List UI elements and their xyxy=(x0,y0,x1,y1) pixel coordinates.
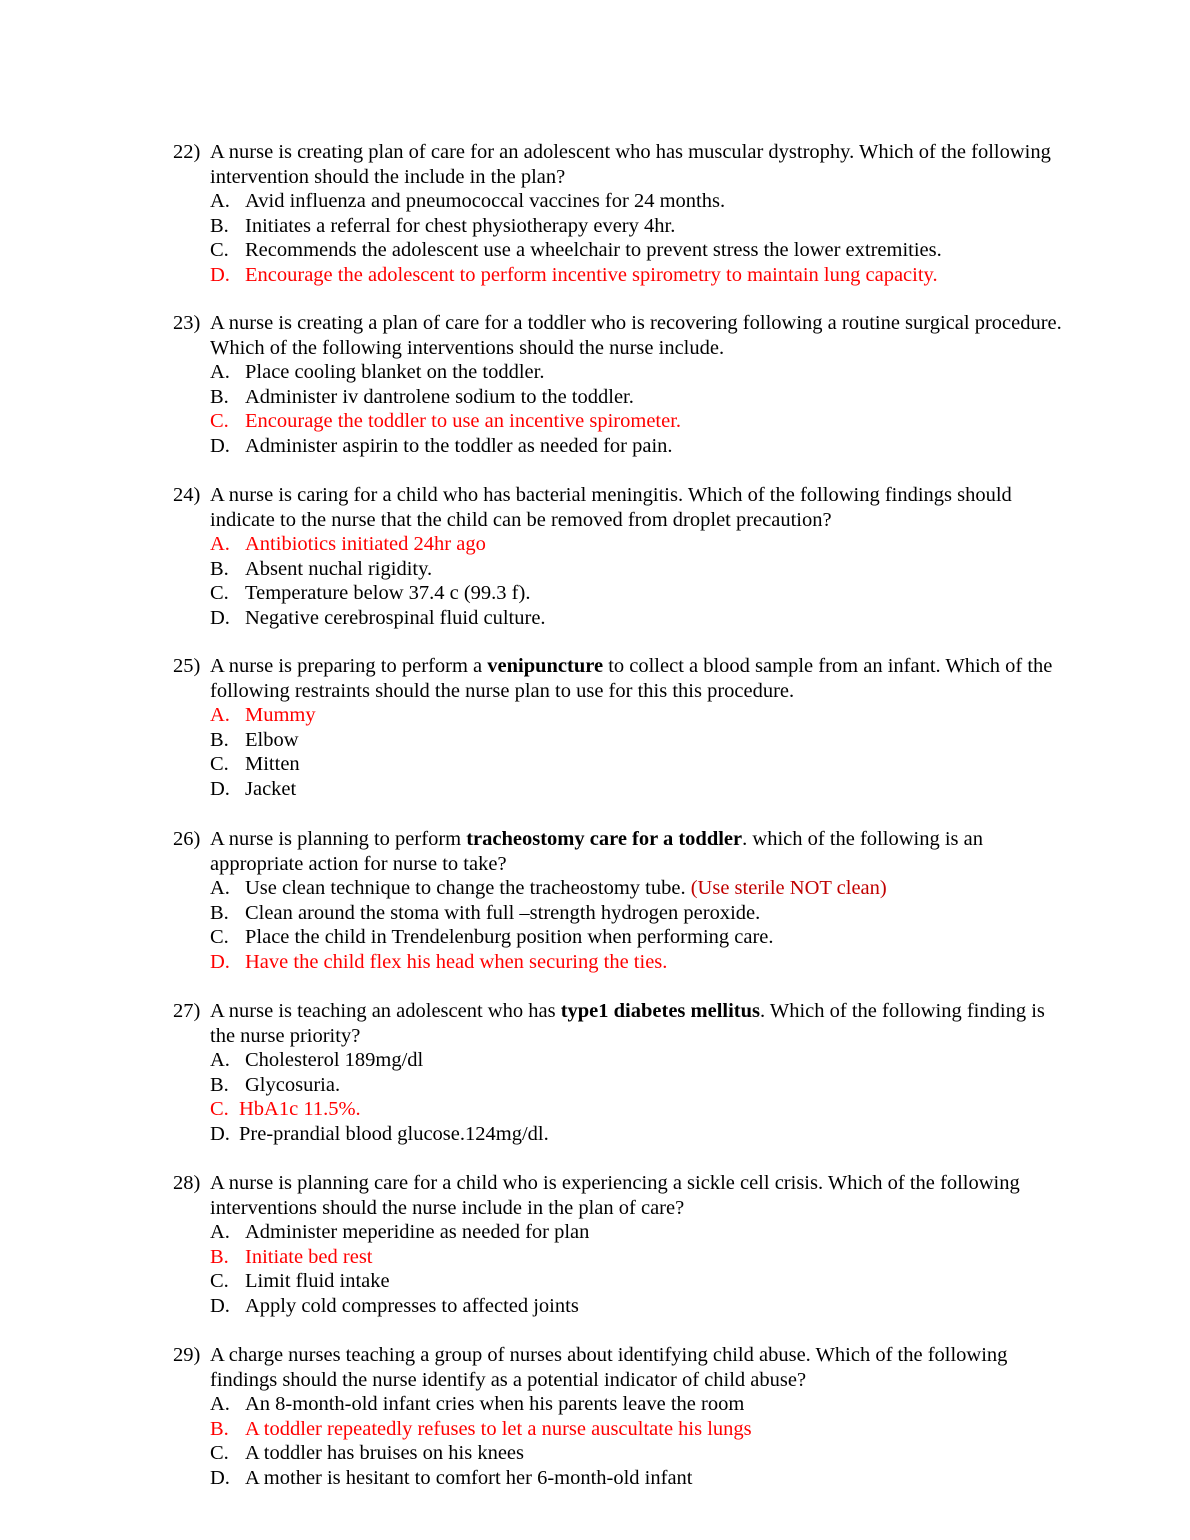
question-number: 26) xyxy=(173,828,201,850)
option-d xyxy=(210,434,1073,459)
question-24 xyxy=(173,483,1073,631)
option-letter: B. xyxy=(210,901,229,924)
option-text: Mitten xyxy=(245,753,300,776)
option-letter: A. xyxy=(210,1393,230,1416)
question-28 xyxy=(173,1171,1073,1319)
option-letter: A. xyxy=(210,361,230,384)
option-letter: D. xyxy=(210,606,230,629)
option-text: Negative cerebrospinal fluid culture. xyxy=(245,606,546,629)
option-d-correct xyxy=(210,950,1073,975)
options-list xyxy=(173,1392,1073,1490)
option-text: A toddler has bruises on his knees xyxy=(245,1442,524,1465)
option-text: Temperature below 37.4 c (99.3 f). xyxy=(245,582,531,605)
option-b xyxy=(210,385,1073,410)
option-text: Apply cold compresses to affected joints xyxy=(245,1294,579,1317)
option-b xyxy=(210,728,1073,753)
option-text: Administer iv dantrolene sodium to the toddler. xyxy=(245,385,634,408)
option-b xyxy=(210,1073,1073,1098)
option-b-correct xyxy=(210,1245,1073,1270)
option-c xyxy=(210,925,1073,950)
option-letter: B. xyxy=(210,728,229,751)
option-text: Place cooling blanket on the toddler. xyxy=(245,361,545,384)
option-b xyxy=(210,214,1073,239)
option-text: A toddler repeatedly refuses to let a nurse auscultate his lungs xyxy=(245,1417,752,1440)
question-25 xyxy=(173,654,1073,802)
question-stem xyxy=(173,1171,1073,1220)
stem-text: A nurse is preparing to perform a xyxy=(210,655,488,677)
option-letter: B. xyxy=(210,557,229,580)
option-letter: A. xyxy=(210,190,230,213)
question-stem xyxy=(173,827,1073,876)
option-c xyxy=(210,581,1073,606)
stem-bold-term: venipuncture xyxy=(487,655,604,677)
question-number: 28) xyxy=(173,1172,201,1194)
option-c-correct xyxy=(210,409,1073,434)
question-stem xyxy=(173,140,1073,189)
option-letter: A. xyxy=(210,704,230,727)
stem-text: . which of the following is an appropriate action for nurse to take? xyxy=(210,828,983,875)
option-d xyxy=(210,1122,1073,1147)
option-letter: D. xyxy=(210,1294,230,1317)
question-number: 25) xyxy=(173,655,201,677)
option-text: Mummy xyxy=(245,704,316,727)
question-number: 23) xyxy=(173,312,201,334)
question-stem xyxy=(173,999,1073,1048)
option-text: A mother is hesitant to comfort her 6-month-old infant xyxy=(245,1466,693,1489)
option-text: Glycosuria. xyxy=(245,1073,341,1096)
stem-text: A nurse is teaching an adolescent who has xyxy=(210,1000,561,1022)
option-letter: B. xyxy=(210,1417,229,1440)
option-text: An 8-month-old infant cries when his parents leave the room xyxy=(245,1393,745,1416)
option-letter: C. xyxy=(210,410,229,433)
option-letter: C. xyxy=(210,582,229,605)
option-text: Initiate bed rest xyxy=(245,1245,373,1268)
option-letter: C. xyxy=(210,239,229,262)
option-c-correct xyxy=(210,1097,1073,1122)
option-letter: D. xyxy=(210,263,230,286)
option-letter: C. xyxy=(210,1442,229,1465)
option-letter: A. xyxy=(210,1221,230,1244)
stem-text: A charge nurses teaching a group of nurses about identifying child abuse. Which of the following findings should the nurse identify as a potential indicator of child abuse? xyxy=(210,1344,1008,1391)
option-note: (Use sterile NOT clean) xyxy=(690,877,887,900)
option-letter: B. xyxy=(210,385,229,408)
option-text: Have the child flex his head when securing the ties. xyxy=(245,950,668,973)
option-letter: C. xyxy=(210,1270,229,1293)
option-d xyxy=(210,777,1073,802)
question-stem xyxy=(173,311,1073,360)
option-b-correct xyxy=(210,1417,1073,1442)
options-list xyxy=(173,532,1073,630)
options-list xyxy=(173,703,1073,801)
option-text: Use clean technique to change the tracheostomy tube. xyxy=(245,877,691,900)
option-letter: A. xyxy=(210,1049,230,1072)
option-a xyxy=(210,1392,1073,1417)
options-list xyxy=(173,876,1073,974)
question-22 xyxy=(173,140,1073,288)
option-a-correct xyxy=(210,532,1073,557)
stem-text: . Which of the following finding is the nurse priority? xyxy=(210,1000,1045,1047)
option-text: Avid influenza and pneumococcal vaccines for 24 months. xyxy=(245,190,726,213)
option-letter: D. xyxy=(210,950,230,973)
option-letter: C. xyxy=(210,926,229,949)
option-letter: C. xyxy=(210,1098,229,1121)
option-text: Cholesterol 189mg/dl xyxy=(245,1049,424,1072)
option-d xyxy=(210,1466,1073,1491)
options-list xyxy=(173,1048,1073,1146)
question-stem xyxy=(173,1343,1073,1392)
option-a xyxy=(210,1048,1073,1073)
question-29 xyxy=(173,1343,1073,1491)
options-list xyxy=(173,1220,1073,1318)
option-letter: C. xyxy=(210,753,229,776)
question-27 xyxy=(173,999,1073,1147)
option-a-correct xyxy=(210,703,1073,728)
option-text: Pre-prandial blood glucose.124mg/dl. xyxy=(239,1122,549,1145)
option-text: Administer meperidine as needed for plan xyxy=(245,1221,590,1244)
question-number: 29) xyxy=(173,1344,201,1366)
option-text: Place the child in Trendelenburg position when performing care. xyxy=(245,926,774,949)
option-a xyxy=(210,876,1073,901)
options-list xyxy=(173,360,1073,458)
stem-text: A nurse is creating plan of care for an adolescent who has muscular dystrophy. Which of the following intervention should the include in the plan? xyxy=(210,141,1051,188)
options-list xyxy=(173,189,1073,287)
option-d-correct xyxy=(210,263,1073,288)
stem-bold-term: tracheostomy care for a toddler xyxy=(466,828,743,850)
stem-text: A nurse is planning to perform xyxy=(210,828,467,850)
option-text: Elbow xyxy=(245,728,299,751)
option-text: Absent nuchal rigidity. xyxy=(245,557,433,580)
option-a xyxy=(210,189,1073,214)
option-letter: D. xyxy=(210,434,230,457)
option-text: Limit fluid intake xyxy=(245,1270,390,1293)
stem-text: to collect a blood sample from an infant. Which of the following restraints should the nurse plan to use for this this procedure. xyxy=(210,655,1053,702)
option-text: Encourage the toddler to use an incentive spirometer. xyxy=(245,410,682,433)
option-d xyxy=(210,1294,1073,1319)
option-text: Jacket xyxy=(245,777,297,800)
option-a xyxy=(210,360,1073,385)
option-d xyxy=(210,606,1073,631)
option-letter: B. xyxy=(210,1073,229,1096)
option-c xyxy=(210,752,1073,777)
stem-bold-term: type1 diabetes mellitus xyxy=(560,1000,760,1022)
option-b xyxy=(210,901,1073,926)
option-c xyxy=(210,238,1073,263)
option-b xyxy=(210,557,1073,582)
option-c xyxy=(210,1441,1073,1466)
question-number: 22) xyxy=(173,141,201,163)
option-text: HbA1c 11.5%. xyxy=(239,1098,361,1121)
option-text: Antibiotics initiated 24hr ago xyxy=(245,533,486,556)
option-letter: B. xyxy=(210,214,229,237)
option-text: Administer aspirin to the toddler as needed for pain. xyxy=(245,434,673,457)
option-text: Initiates a referral for chest physiotherapy every 4hr. xyxy=(245,214,676,237)
option-text: Recommends the adolescent use a wheelchair to prevent stress the lower extremities. xyxy=(245,239,942,262)
option-letter: D. xyxy=(210,777,230,800)
option-text: Encourage the adolescent to perform incentive spirometry to maintain lung capacity. xyxy=(245,263,938,286)
option-letter: B. xyxy=(210,1245,229,1268)
option-letter: A. xyxy=(210,877,230,900)
option-text: Clean around the stoma with full –strength hydrogen peroxide. xyxy=(245,901,761,924)
option-letter: A. xyxy=(210,533,230,556)
question-26 xyxy=(173,827,1073,975)
question-number: 24) xyxy=(173,484,201,506)
stem-text: A nurse is caring for a child who has bacterial meningitis. Which of the following findings should indicate to the nurse that the child can be removed from droplet precaution? xyxy=(210,484,1012,531)
stem-text: A nurse is planning care for a child who is experiencing a sickle cell crisis. Which of the following interventions should the nurse include in the plan of care? xyxy=(210,1172,1020,1219)
option-letter: D. xyxy=(210,1466,230,1489)
stem-text: A nurse is creating a plan of care for a toddler who is recovering following a routine surgical procedure. Which of the following interventions should the nurse include. xyxy=(210,312,1062,359)
option-letter: D. xyxy=(210,1122,230,1145)
question-23 xyxy=(173,311,1073,459)
question-number: 27) xyxy=(173,1000,201,1022)
option-c xyxy=(210,1269,1073,1294)
question-stem xyxy=(173,483,1073,532)
question-stem xyxy=(173,654,1073,703)
option-a xyxy=(210,1220,1073,1245)
